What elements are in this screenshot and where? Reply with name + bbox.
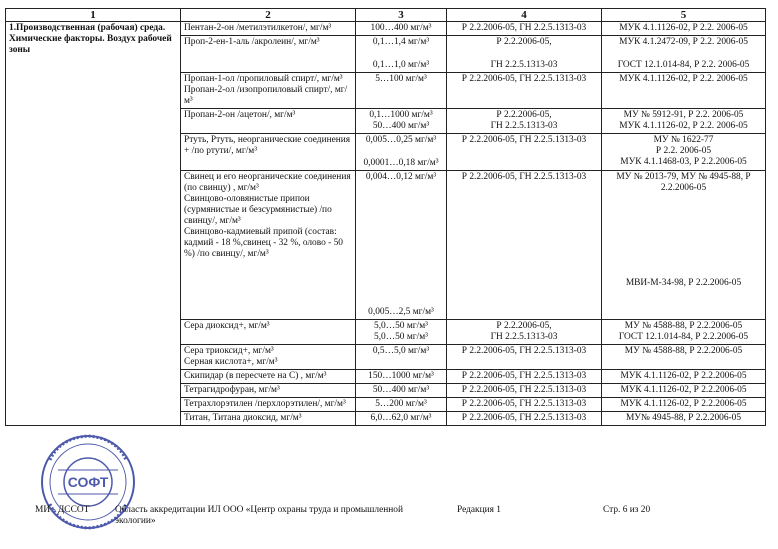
range-value: 0,005…0,25 мг/м³ bbox=[365, 135, 437, 145]
factor-cell bbox=[181, 73, 356, 109]
col-header-2: 2 bbox=[181, 9, 356, 22]
method-cell bbox=[602, 73, 766, 109]
range-cell bbox=[356, 345, 447, 370]
header-row bbox=[6, 9, 766, 22]
method-doc: МУК 4.1.1468-03, Р 2.2.2006-05 bbox=[620, 157, 747, 167]
factor-name: Тетрахлорэтилен /перхлорэтилен/, мг/м³ bbox=[184, 399, 346, 409]
factor-cell bbox=[181, 345, 356, 370]
section-cell bbox=[6, 22, 181, 426]
footer-page-number: Стр. 6 из 20 bbox=[603, 505, 651, 515]
method-cell bbox=[602, 22, 766, 36]
norm-doc: ГН 2.2.5.1313-03 bbox=[490, 121, 558, 131]
table-row bbox=[6, 22, 766, 36]
norm-doc: Р 2.2.2006-05, ГН 2.2.5.1313-03 bbox=[461, 74, 587, 84]
col-header-1: 1 bbox=[6, 9, 181, 22]
norm-doc-cell bbox=[447, 73, 602, 109]
range-cell bbox=[356, 22, 447, 36]
col-header-3: 3 bbox=[356, 9, 447, 22]
method-doc: МУ № 4588-88, Р 2.2.2006-05 bbox=[624, 346, 743, 356]
method-doc: МУ № 5912-91, Р 2.2. 2006-05 bbox=[623, 110, 744, 120]
factor-name: Сера диоксид+, мг/м³ bbox=[184, 321, 270, 331]
range-cell bbox=[356, 412, 447, 426]
method-cell bbox=[602, 36, 766, 73]
norm-doc-cell bbox=[447, 398, 602, 412]
factor-name: Пропан-2-ол /изопропиловый спирт/, мг/м³ bbox=[184, 85, 348, 106]
method-cell bbox=[602, 134, 766, 171]
norm-doc-cell bbox=[447, 171, 602, 320]
method-doc: Р 2.2. 2006-05 bbox=[655, 146, 712, 156]
range-value: 150…1000 мг/м³ bbox=[368, 371, 434, 381]
range-cell bbox=[356, 320, 447, 345]
method-doc: МУК 4.1.2472-09, Р 2.2. 2006-05 bbox=[619, 37, 748, 47]
factor-name: Скипидар (в пересчете на С) , мг/м³ bbox=[184, 371, 327, 381]
method-doc: МУК 4.1.1126-02, Р 2.2. 2006-05 bbox=[619, 23, 748, 33]
method-doc: МУК 4.1.1126-02, Р 2.2. 2006-05 bbox=[619, 74, 748, 84]
norm-doc-cell bbox=[447, 109, 602, 134]
factor-name: Пропан-1-ол /пропиловый спирт/, мг/м³ bbox=[184, 74, 343, 84]
col-header-4: 4 bbox=[447, 9, 602, 22]
range-value: 0,1…1000 мг/м³ bbox=[369, 110, 433, 120]
section-subtitle: Химические факторы. Воздух рабочей зоны bbox=[9, 34, 172, 55]
factor-cell bbox=[181, 370, 356, 384]
range-value: 6,0…62,0 мг/м³ bbox=[370, 413, 432, 423]
range-value: 0,005…2,5 мг/м³ bbox=[368, 307, 434, 317]
method-cell bbox=[602, 370, 766, 384]
method-cell bbox=[602, 345, 766, 370]
range-value: 0,1…1,4 мг/м³ bbox=[372, 37, 430, 47]
range-value: 50…400 мг/м³ bbox=[372, 121, 430, 131]
norm-doc: ГН 2.2.5.1313-03 bbox=[490, 60, 558, 70]
range-cell bbox=[356, 384, 447, 398]
factor-name: Сера триоксид+, мг/м³ bbox=[184, 346, 274, 356]
section-title: 1.Производственная (рабочая) среда. bbox=[9, 23, 166, 33]
range-value: 100…400 мг/м³ bbox=[370, 23, 432, 33]
range-value: 50…400 мг/м³ bbox=[372, 385, 430, 395]
norm-doc: Р 2.2.2006-05, ГН 2.2.5.1313-03 bbox=[461, 23, 587, 33]
method-doc: МУ№ 4945-88, Р 2.2.2006-05 bbox=[625, 413, 742, 423]
factor-cell bbox=[181, 109, 356, 134]
range-cell bbox=[356, 36, 447, 73]
norm-doc: Р 2.2.2006-05, ГН 2.2.5.1313-03 bbox=[461, 399, 587, 409]
range-cell bbox=[356, 398, 447, 412]
norm-doc: Р 2.2.2006-05, ГН 2.2.5.1313-03 bbox=[461, 371, 587, 381]
factor-cell bbox=[181, 398, 356, 412]
range-cell bbox=[356, 370, 447, 384]
method-cell bbox=[602, 384, 766, 398]
method-doc: ГОСТ 12.1.014-84, Р 2.2. 2006-05 bbox=[617, 60, 750, 70]
method-doc: ГОСТ 12.1.014-84, Р 2.2.2006-05 bbox=[618, 332, 749, 342]
factor-name: Пентан-2-он /метилэтилкетон/, мг/м³ bbox=[184, 23, 332, 33]
factor-name: Пропан-2-он /ацетон/, мг/м³ bbox=[184, 110, 296, 120]
factor-name: Тетрагидрофуран, мг/м³ bbox=[184, 385, 280, 395]
method-doc: МУК 4.1.1126-02, Р 2.2. 2006-05 bbox=[619, 121, 748, 131]
norm-doc: Р 2.2.2006-05, ГН 2.2.5.1313-03 bbox=[461, 135, 587, 145]
method-cell bbox=[602, 109, 766, 134]
method-doc: МУ № 2013-79, МУ № 4945-88, Р 2.2.2006-05 bbox=[616, 172, 751, 193]
method-doc: МУК 4.1.1126-02, Р 2.2.2006-05 bbox=[620, 371, 747, 381]
range-value: 5…200 мг/м³ bbox=[375, 399, 427, 409]
range-cell bbox=[356, 134, 447, 171]
method-doc: МУ № 4588-88, Р 2.2.2006-05 bbox=[624, 321, 743, 331]
factor-name: Титан, Титана диоксид, мг/м³ bbox=[184, 413, 302, 423]
stamp-text: СОФТ bbox=[67, 474, 109, 490]
method-cell bbox=[602, 412, 766, 426]
method-doc: МУ № 1622-77 bbox=[653, 135, 714, 145]
norm-doc: Р 2.2.2006-05, ГН 2.2.5.1313-03 bbox=[461, 413, 587, 423]
norm-doc-cell bbox=[447, 370, 602, 384]
range-cell bbox=[356, 171, 447, 320]
norm-doc: Р 2.2.2006-05, ГН 2.2.5.1313-03 bbox=[461, 385, 587, 395]
norm-doc: Р 2.2.2006-05, bbox=[496, 110, 552, 120]
norm-doc: Р 2.2.2006-05, ГН 2.2.5.1313-03 bbox=[461, 172, 587, 182]
norm-doc: ГН 2.2.5.1313-03 bbox=[490, 332, 558, 342]
factor-cell bbox=[181, 412, 356, 426]
factor-name: Серная кислота+, мг/м³ bbox=[184, 357, 278, 367]
factor-name: Свинцово-кадмиевый припой (состав: кадмий - 18 %,свинец - 32 %, олово - 50 %) /по свинцу/, мг/м³ bbox=[184, 227, 343, 259]
method-doc: МУК 4.1.1126-02, Р 2.2.2006-05 bbox=[620, 385, 747, 395]
method-cell bbox=[602, 320, 766, 345]
range-value: 0,004…0,12 мг/м³ bbox=[365, 172, 437, 182]
norm-doc: Р 2.2.2006-05, bbox=[496, 321, 552, 331]
range-value: 0,1…1,0 мг/м³ bbox=[372, 60, 430, 70]
factor-name: Свинец и его неорганические соединения (по свинцу) , мг/м³ bbox=[184, 172, 351, 193]
range-value: 0,0001…0,18 мг/м³ bbox=[363, 158, 439, 168]
footer-area: Область аккредитации ИЛ ООО «Центр охраны труда и промышленной экологии» bbox=[115, 505, 403, 526]
norm-doc-cell bbox=[447, 412, 602, 426]
method-doc: МУК 4.1.1126-02, Р 2.2.2006-05 bbox=[620, 399, 747, 409]
norm-doc-cell bbox=[447, 134, 602, 171]
footer-edition: Редакция 1 bbox=[457, 505, 501, 515]
factor-cell bbox=[181, 320, 356, 345]
range-value: 0,5…5,0 мг/м³ bbox=[372, 346, 430, 356]
norm-doc: Р 2.2.2006-05, bbox=[496, 37, 552, 47]
factor-name: Ртуть, Ртуть, неорганические соединения + /по ртути/, мг/м³ bbox=[184, 135, 351, 156]
method-cell bbox=[602, 171, 766, 320]
method-cell bbox=[602, 398, 766, 412]
method-doc: МВИ-М-34-98, Р 2.2.2006-05 bbox=[625, 278, 742, 288]
range-cell bbox=[356, 109, 447, 134]
accreditation-table bbox=[5, 8, 766, 426]
factor-cell bbox=[181, 171, 356, 320]
norm-doc: Р 2.2.2006-05, ГН 2.2.5.1313-03 bbox=[461, 346, 587, 356]
factor-name: Проп-2-ен-1-аль /акролеин/, мг/м³ bbox=[184, 37, 320, 47]
norm-doc-cell bbox=[447, 384, 602, 398]
norm-doc-cell bbox=[447, 36, 602, 73]
factor-cell bbox=[181, 384, 356, 398]
factor-name: Свинцово-оловянистые припои (сурмянистые и безсурмянистые) /по свинцу/, мг/м³ bbox=[184, 194, 332, 226]
range-value: 5,0…50 мг/м³ bbox=[374, 321, 428, 331]
norm-doc-cell bbox=[447, 345, 602, 370]
norm-doc-cell bbox=[447, 320, 602, 345]
factor-cell bbox=[181, 36, 356, 73]
range-value: 5,0…50 мг/м³ bbox=[374, 332, 428, 342]
factor-cell bbox=[181, 22, 356, 36]
range-cell bbox=[356, 73, 447, 109]
factor-cell bbox=[181, 134, 356, 171]
norm-doc-cell bbox=[447, 22, 602, 36]
range-value: 5…100 мг/м³ bbox=[375, 74, 427, 84]
col-header-5: 5 bbox=[602, 9, 766, 22]
footer-doc-code: МИ - ДССОТ bbox=[35, 505, 90, 515]
